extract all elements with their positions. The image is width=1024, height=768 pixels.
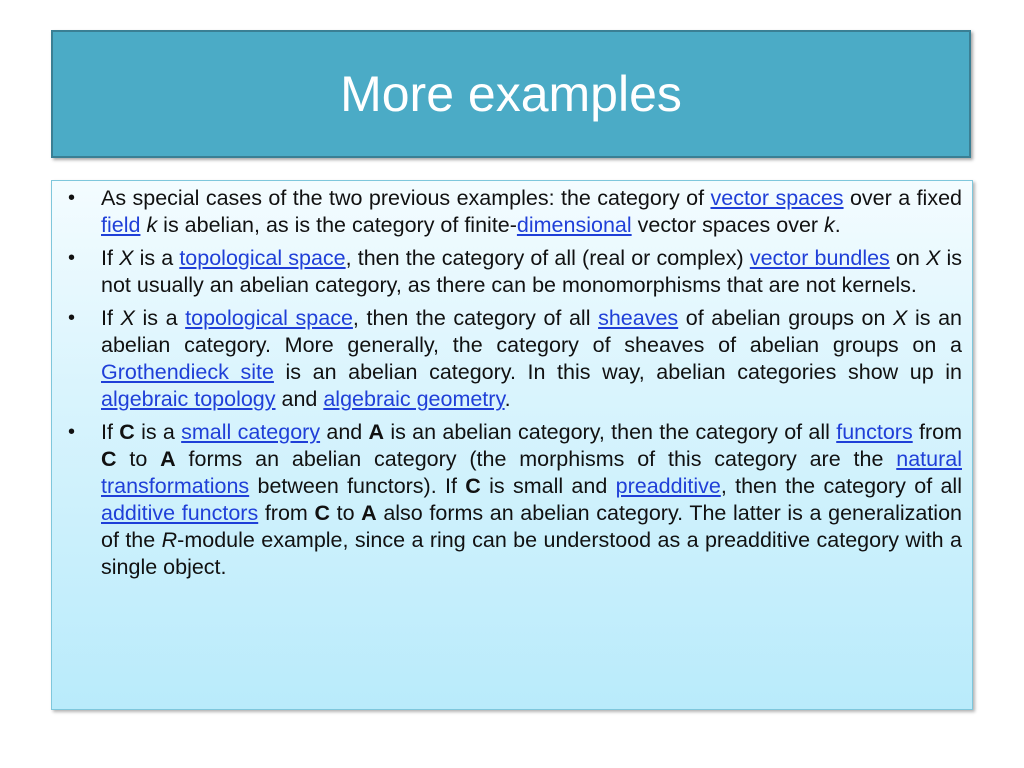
bullet-icon: • [68, 187, 76, 209]
link-small-category[interactable]: small category [181, 420, 321, 444]
link-vector-spaces[interactable]: vector spaces [710, 186, 844, 210]
link-grothendieck-site[interactable]: Grothendieck site [101, 360, 274, 384]
link-topological-space[interactable]: topological space [185, 306, 353, 330]
bullet-item-1: • As special cases of the two previous examples: the category of vector spaces over a fixed field k is abelian, as is the category of finite-dimensional vector spaces over k. [68, 186, 962, 237]
slide-content [51, 180, 973, 710]
link-sheaves[interactable]: sheaves [598, 306, 679, 330]
bullet-list [62, 185, 962, 581]
link-field[interactable]: field [101, 213, 141, 237]
link-algebraic-geometry[interactable]: algebraic geometry [323, 387, 505, 411]
bullet-icon: • [68, 307, 76, 329]
slide-title-box [51, 30, 971, 158]
bullet-icon: • [68, 247, 76, 269]
link-functors[interactable]: functors [836, 420, 913, 444]
link-topological-space[interactable]: topological space [179, 246, 346, 270]
bullet-item-4: • If C is a small category and A is an abelian category, then the category of all functors from C to A forms an abelian category (the morphisms of this category are the natural transformations between functors). If C is small and preadditive, then the category of all additive functors from C to A also forms an abelian category. The latter is a generalization of the R-module example, since a ring can be understood as a preadditive category with a single object. [68, 420, 963, 579]
link-preadditive[interactable]: preadditive [615, 474, 721, 498]
link-dimensional[interactable]: dimensional [516, 213, 632, 237]
slide-title: More examples [340, 66, 682, 122]
link-algebraic-topology[interactable]: algebraic topology [101, 387, 276, 411]
link-vector-bundles[interactable]: vector bundles [749, 246, 890, 270]
link-natural-transformations[interactable]: natural transformations [101, 447, 962, 498]
bullet-item-2: • If X is a topological space, then the category of all (real or complex) vector bundles on X is not usually an abelian category, as there can be monomorphisms that are not kernels. [68, 246, 963, 297]
bullet-icon: • [68, 421, 76, 443]
link-additive-functors[interactable]: additive functors [101, 501, 259, 525]
bullet-item-3: • If X is a topological space, then the category of all sheaves of abelian groups on X is an abelian category. More generally, the category of sheaves of abelian groups on a Grothendieck site is an abelian category. In this way, abelian categories show up in algebraic topology and algebraic geometry. [68, 306, 963, 411]
